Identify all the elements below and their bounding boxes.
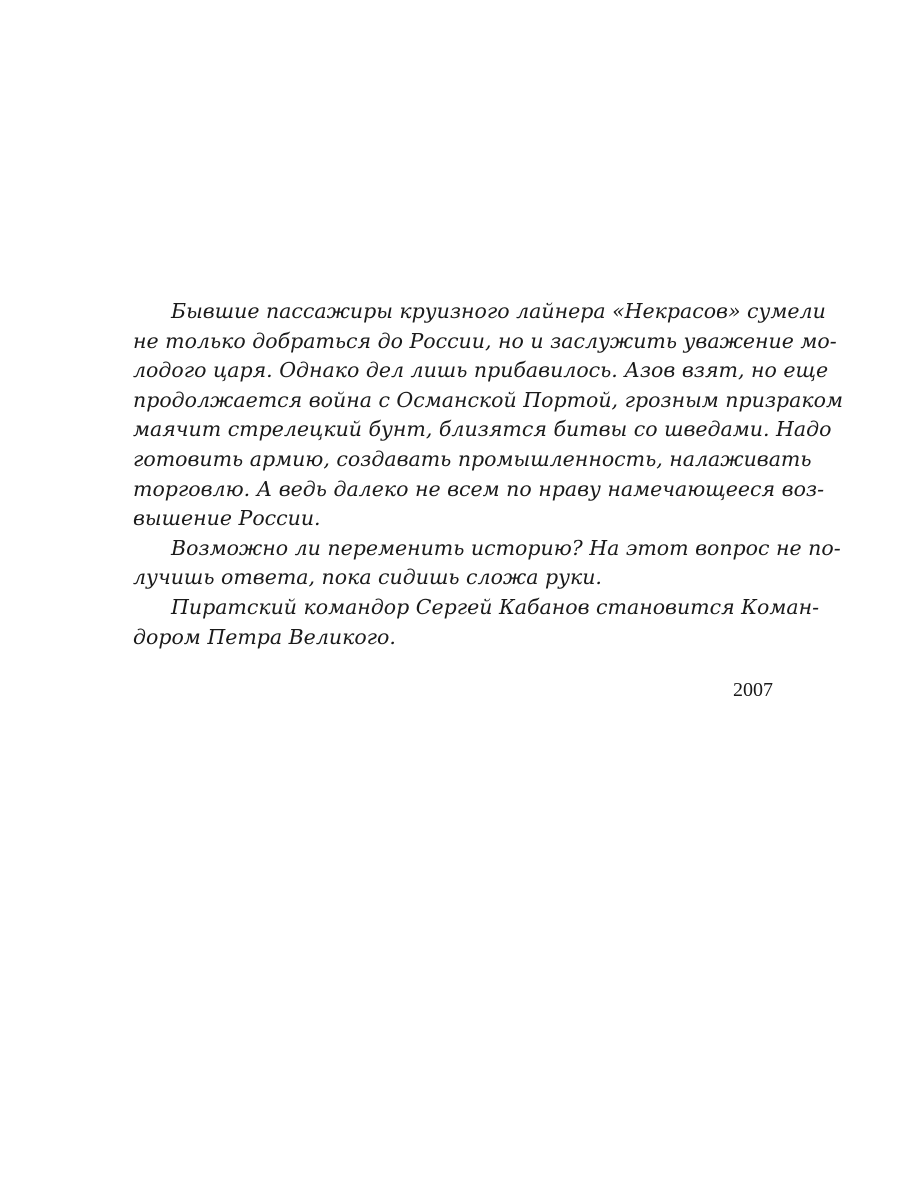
text-line: вышение России.: [133, 506, 321, 531]
publication-year: 2007: [733, 679, 773, 701]
paragraph-3: [133, 593, 820, 652]
text-line: Пиратский командор Сергей Кабанов становится Коман-: [171, 594, 820, 619]
text-line: продолжается война с Османской Портой, грозным призраком: [133, 387, 843, 412]
text-line: дором Петра Великого.: [133, 624, 396, 649]
text-line: Бывшие пассажиры круизного лайнера «Некрасов» сумели: [171, 299, 826, 323]
text-line: торговлю. А ведь далеко не всем по нраву намечающееся воз-: [133, 476, 825, 501]
text-line: лодого царя. Однако дел лишь прибавилось. Азов взят, но еще: [133, 358, 829, 383]
text-line: не только добраться до России, но и заслужить уважение мо-: [133, 328, 837, 353]
text-line: маячит стрелецкий бунт, близятся битвы со шведами. Надо: [133, 417, 832, 442]
paragraph-1: [133, 297, 843, 534]
paragraph-2: [133, 534, 841, 593]
text-line: лучишь ответа, пока сидишь сложа руки.: [133, 565, 602, 590]
text-line: Возможно ли переменить историю? На этот вопрос не по-: [171, 535, 841, 560]
annotation-text: [133, 297, 843, 652]
text-line: готовить армию, создавать промышленность, налаживать: [133, 446, 812, 471]
